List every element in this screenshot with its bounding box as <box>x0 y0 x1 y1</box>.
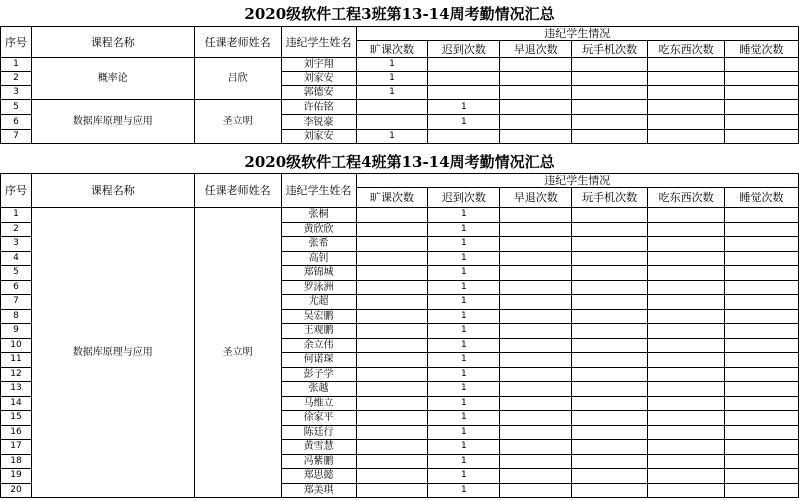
sleep-cell <box>725 454 799 469</box>
phone-cell <box>572 251 648 266</box>
absent-cell <box>356 222 428 237</box>
phone-cell <box>572 353 648 368</box>
eating-cell <box>648 425 725 440</box>
seq-cell: 14 <box>1 396 32 411</box>
eating-cell <box>648 324 725 339</box>
late-cell: 1 <box>428 115 500 130</box>
early-cell <box>500 100 572 115</box>
sleep-cell <box>725 86 799 100</box>
eating-cell <box>648 72 725 86</box>
late-cell: 1 <box>428 266 500 281</box>
phone-cell <box>572 100 648 115</box>
absent-cell <box>356 237 428 252</box>
phone-cell <box>572 266 648 281</box>
seq-cell: 6 <box>1 115 32 130</box>
eating-cell <box>648 483 725 498</box>
student-cell: 高钊 <box>281 251 356 266</box>
late-cell: 1 <box>428 338 500 353</box>
absent-cell <box>356 208 428 223</box>
sleep-cell <box>725 469 799 484</box>
early-cell <box>500 72 572 86</box>
eating-cell <box>648 58 725 72</box>
eating-cell <box>648 353 725 368</box>
absent-cell <box>356 280 428 295</box>
early-cell <box>500 309 572 324</box>
header-sleep: 睡觉次数 <box>725 41 799 58</box>
sleep-cell <box>725 115 799 130</box>
absent-cell <box>356 440 428 455</box>
late-cell: 1 <box>428 208 500 223</box>
absent-cell <box>356 469 428 484</box>
seq-cell: 12 <box>1 367 32 382</box>
phone-cell <box>572 115 648 130</box>
absent-cell <box>356 454 428 469</box>
seq-cell: 2 <box>1 72 32 86</box>
phone-cell <box>572 324 648 339</box>
student-cell: 彭子学 <box>281 367 356 382</box>
header-student: 违纪学生姓名 <box>281 174 356 208</box>
absent-cell <box>356 251 428 266</box>
seq-cell: 20 <box>1 483 32 498</box>
sleep-cell <box>725 338 799 353</box>
seq-cell: 15 <box>1 411 32 426</box>
early-cell <box>500 280 572 295</box>
eating-cell <box>648 237 725 252</box>
phone-cell <box>572 280 648 295</box>
student-cell: 刘宇翔 <box>281 58 356 72</box>
student-cell: 黄欣欣 <box>281 222 356 237</box>
header-early: 早退次数 <box>500 41 572 58</box>
class4-attendance-table <box>0 173 799 498</box>
student-cell: 郑思懿 <box>281 469 356 484</box>
early-cell <box>500 86 572 100</box>
late-cell: 1 <box>428 483 500 498</box>
student-cell: 陈廷行 <box>281 425 356 440</box>
header-teacher: 任课老师姓名 <box>194 174 281 208</box>
eating-cell <box>648 338 725 353</box>
seq-cell: 4 <box>1 251 32 266</box>
eating-cell <box>648 295 725 310</box>
teacher-cell: 圣立明 <box>194 208 281 498</box>
sleep-cell <box>725 483 799 498</box>
header-teacher: 任课老师姓名 <box>194 27 281 58</box>
seq-cell: 13 <box>1 382 32 397</box>
student-cell: 黄雪慧 <box>281 440 356 455</box>
seq-cell: 19 <box>1 469 32 484</box>
header-absent: 旷课次数 <box>356 41 428 58</box>
header-late: 迟到次数 <box>428 188 500 208</box>
sleep-cell <box>725 222 799 237</box>
absent-cell <box>356 396 428 411</box>
table-row <box>1 208 799 223</box>
early-cell <box>500 130 572 144</box>
seq-cell: 11 <box>1 353 32 368</box>
absent-cell <box>356 115 428 130</box>
late-cell: 1 <box>428 309 500 324</box>
early-cell <box>500 115 572 130</box>
eating-cell <box>648 266 725 281</box>
header-seq: 序号 <box>1 27 32 58</box>
eating-cell <box>648 251 725 266</box>
teacher-cell: 吕欣 <box>194 58 281 100</box>
late-cell: 1 <box>428 440 500 455</box>
sleep-cell <box>725 440 799 455</box>
seq-cell: 18 <box>1 454 32 469</box>
class4-title: 2020级软件工程4班第13-14周考勤情况汇总 <box>244 153 555 171</box>
eating-cell <box>648 454 725 469</box>
table-row <box>1 58 799 72</box>
early-cell <box>500 237 572 252</box>
sleep-cell <box>725 130 799 144</box>
early-cell <box>500 411 572 426</box>
early-cell <box>500 382 572 397</box>
student-cell: 尤超 <box>281 295 356 310</box>
eating-cell <box>648 208 725 223</box>
header-eating: 吃东西次数 <box>648 41 725 58</box>
sleep-cell <box>725 353 799 368</box>
eating-cell <box>648 115 725 130</box>
student-cell: 冯紫鹏 <box>281 454 356 469</box>
phone-cell <box>572 237 648 252</box>
phone-cell <box>572 469 648 484</box>
early-cell <box>500 440 572 455</box>
table-row <box>1 100 799 115</box>
sleep-cell <box>725 309 799 324</box>
student-cell: 张桐 <box>281 208 356 223</box>
seq-cell: 10 <box>1 338 32 353</box>
phone-cell <box>572 338 648 353</box>
student-cell: 张希 <box>281 237 356 252</box>
phone-cell <box>572 440 648 455</box>
eating-cell <box>648 100 725 115</box>
late-cell: 1 <box>428 353 500 368</box>
sleep-cell <box>725 382 799 397</box>
class3-attendance-table <box>0 26 799 144</box>
absent-cell <box>356 353 428 368</box>
student-cell: 罗泳洲 <box>281 280 356 295</box>
sleep-cell <box>725 367 799 382</box>
sleep-cell <box>725 324 799 339</box>
seq-cell: 16 <box>1 425 32 440</box>
early-cell <box>500 266 572 281</box>
header-phone: 玩手机次数 <box>572 41 648 58</box>
absent-cell <box>356 483 428 498</box>
late-cell: 1 <box>428 469 500 484</box>
eating-cell <box>648 130 725 144</box>
teacher-cell: 圣立明 <box>194 100 281 144</box>
absent-cell <box>356 425 428 440</box>
sleep-cell <box>725 411 799 426</box>
phone-cell <box>572 72 648 86</box>
seq-cell: 9 <box>1 324 32 339</box>
seq-cell: 6 <box>1 280 32 295</box>
sleep-cell <box>725 100 799 115</box>
student-cell: 许佑铭 <box>281 100 356 115</box>
seq-cell: 17 <box>1 440 32 455</box>
late-cell: 1 <box>428 251 500 266</box>
student-cell: 刘家安 <box>281 130 356 144</box>
early-cell <box>500 396 572 411</box>
course-cell: 概率论 <box>31 58 194 100</box>
absent-cell <box>356 266 428 281</box>
student-cell: 马维立 <box>281 396 356 411</box>
course-cell: 数据库原理与应用 <box>31 208 194 498</box>
eating-cell <box>648 382 725 397</box>
eating-cell <box>648 440 725 455</box>
student-cell: 郑美琪 <box>281 483 356 498</box>
seq-cell: 1 <box>1 208 32 223</box>
seq-cell: 5 <box>1 100 32 115</box>
absent-cell: 1 <box>356 58 428 72</box>
seq-cell: 2 <box>1 222 32 237</box>
early-cell <box>500 338 572 353</box>
eating-cell <box>648 222 725 237</box>
header-violation-group: 违纪学生情况 <box>356 174 798 188</box>
absent-cell <box>356 324 428 339</box>
phone-cell <box>572 382 648 397</box>
early-cell <box>500 425 572 440</box>
late-cell: 1 <box>428 324 500 339</box>
absent-cell <box>356 295 428 310</box>
phone-cell <box>572 222 648 237</box>
late-cell: 1 <box>428 454 500 469</box>
seq-cell: 7 <box>1 295 32 310</box>
phone-cell <box>572 309 648 324</box>
late-cell <box>428 58 500 72</box>
late-cell: 1 <box>428 222 500 237</box>
header-phone: 玩手机次数 <box>572 188 648 208</box>
absent-cell <box>356 338 428 353</box>
phone-cell <box>572 454 648 469</box>
phone-cell <box>572 396 648 411</box>
header-absent: 旷课次数 <box>356 188 428 208</box>
student-cell: 刘家安 <box>281 72 356 86</box>
phone-cell <box>572 411 648 426</box>
early-cell <box>500 353 572 368</box>
phone-cell <box>572 86 648 100</box>
absent-cell <box>356 367 428 382</box>
seq-cell: 5 <box>1 266 32 281</box>
early-cell <box>500 295 572 310</box>
header-course: 课程名称 <box>31 174 194 208</box>
sleep-cell <box>725 280 799 295</box>
absent-cell: 1 <box>356 86 428 100</box>
header-eating: 吃东西次数 <box>648 188 725 208</box>
student-cell: 张越 <box>281 382 356 397</box>
late-cell: 1 <box>428 425 500 440</box>
seq-cell: 3 <box>1 86 32 100</box>
header-student: 违纪学生姓名 <box>281 27 356 58</box>
late-cell: 1 <box>428 411 500 426</box>
eating-cell <box>648 411 725 426</box>
late-cell: 1 <box>428 382 500 397</box>
absent-cell <box>356 382 428 397</box>
late-cell <box>428 86 500 100</box>
phone-cell <box>572 58 648 72</box>
sleep-cell <box>725 251 799 266</box>
student-cell: 余立伟 <box>281 338 356 353</box>
student-cell: 郭德安 <box>281 86 356 100</box>
late-cell: 1 <box>428 280 500 295</box>
student-cell: 郑锦城 <box>281 266 356 281</box>
course-cell: 数据库原理与应用 <box>31 100 194 144</box>
sleep-cell <box>725 72 799 86</box>
seq-cell: 7 <box>1 130 32 144</box>
sleep-cell <box>725 266 799 281</box>
absent-cell <box>356 309 428 324</box>
seq-cell: 8 <box>1 309 32 324</box>
header-row <box>1 27 799 41</box>
late-cell: 1 <box>428 367 500 382</box>
header-late: 迟到次数 <box>428 41 500 58</box>
eating-cell <box>648 396 725 411</box>
early-cell <box>500 483 572 498</box>
absent-cell: 1 <box>356 130 428 144</box>
student-cell: 李锐豪 <box>281 115 356 130</box>
sleep-cell <box>725 295 799 310</box>
header-sleep: 睡觉次数 <box>725 188 799 208</box>
phone-cell <box>572 208 648 223</box>
sleep-cell <box>725 58 799 72</box>
late-cell: 1 <box>428 237 500 252</box>
late-cell <box>428 72 500 86</box>
late-cell: 1 <box>428 100 500 115</box>
student-cell: 吴宏鹏 <box>281 309 356 324</box>
early-cell <box>500 469 572 484</box>
phone-cell <box>572 130 648 144</box>
sleep-cell <box>725 208 799 223</box>
late-cell: 1 <box>428 295 500 310</box>
late-cell: 1 <box>428 396 500 411</box>
class3-title: 2020级软件工程3班第13-14周考勤情况汇总 <box>244 5 555 23</box>
eating-cell <box>648 309 725 324</box>
early-cell <box>500 324 572 339</box>
early-cell <box>500 222 572 237</box>
student-cell: 何诺琛 <box>281 353 356 368</box>
eating-cell <box>648 469 725 484</box>
student-cell: 徐家平 <box>281 411 356 426</box>
absent-cell <box>356 411 428 426</box>
early-cell <box>500 208 572 223</box>
eating-cell <box>648 86 725 100</box>
header-violation-group: 违纪学生情况 <box>356 27 798 41</box>
eating-cell <box>648 367 725 382</box>
header-early: 早退次数 <box>500 188 572 208</box>
early-cell <box>500 58 572 72</box>
class4-body <box>1 208 799 498</box>
absent-cell <box>356 100 428 115</box>
late-cell <box>428 130 500 144</box>
phone-cell <box>572 425 648 440</box>
phone-cell <box>572 483 648 498</box>
eating-cell <box>648 280 725 295</box>
early-cell <box>500 251 572 266</box>
phone-cell <box>572 367 648 382</box>
early-cell <box>500 367 572 382</box>
header-course: 课程名称 <box>31 27 194 58</box>
header-seq: 序号 <box>1 174 32 208</box>
seq-cell: 3 <box>1 237 32 252</box>
sleep-cell <box>725 425 799 440</box>
seq-cell: 1 <box>1 58 32 72</box>
sleep-cell <box>725 237 799 252</box>
student-cell: 王观鹏 <box>281 324 356 339</box>
sleep-cell <box>725 396 799 411</box>
absent-cell: 1 <box>356 72 428 86</box>
header-row <box>1 174 799 188</box>
phone-cell <box>572 295 648 310</box>
early-cell <box>500 454 572 469</box>
